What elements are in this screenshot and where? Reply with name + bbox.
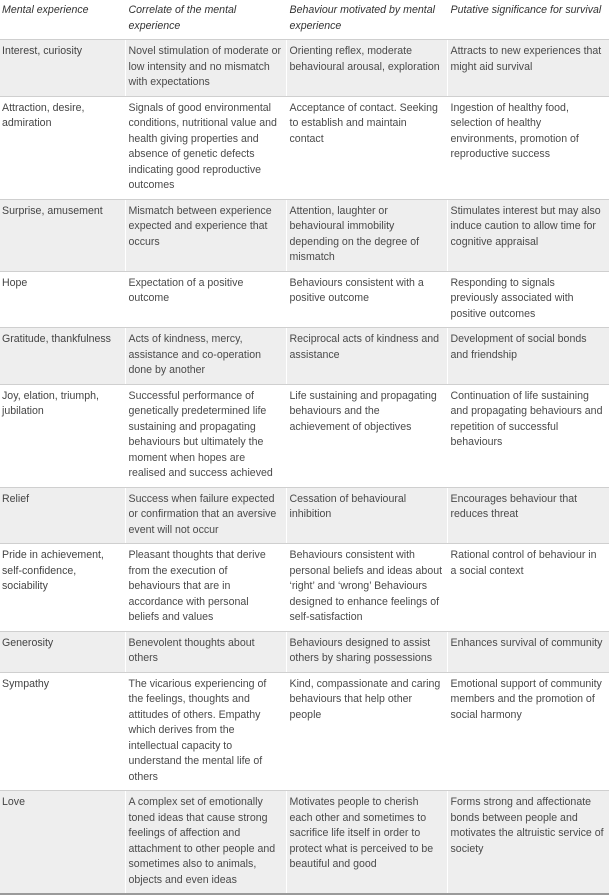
cell-correlate: Success when failure expected or confirmation that an aversive event will not occur xyxy=(125,487,286,544)
cell-mental-experience: Interest, curiosity xyxy=(0,40,125,97)
cell-correlate: Pleasant thoughts that derive from the execution of behaviours that are in accordance with personal beliefs and values xyxy=(125,544,286,632)
header-mental-experience: Mental experience xyxy=(0,0,125,40)
cell-correlate: Mismatch between experience expected and experience that occurs xyxy=(125,199,286,271)
cell-correlate: Successful performance of genetically predetermined life sustaining and propagating behaviours but ultimately the moment when hopes are realised and success achieved xyxy=(125,384,286,487)
cell-mental-experience: Surprise, amusement xyxy=(0,199,125,271)
cell-significance: Attracts to new experiences that might aid survival xyxy=(447,40,609,97)
cell-significance: Forms strong and affectionate bonds between people and motivates the altruistic service of society xyxy=(447,791,609,895)
table-row xyxy=(0,40,609,97)
cell-correlate: The vicarious experiencing of the feelings, thoughts and attitudes of others. Empathy which derives from the intellectual capacity to understand the mental life of others xyxy=(125,672,286,791)
header-behaviour: Behaviour motivated by mental experience xyxy=(286,0,447,40)
cell-behaviour: Behaviours consistent with a positive outcome xyxy=(286,271,447,328)
cell-behaviour: Orienting reflex, moderate behavioural arousal, exploration xyxy=(286,40,447,97)
cell-correlate: Expectation of a positive outcome xyxy=(125,271,286,328)
cell-mental-experience: Generosity xyxy=(0,631,125,672)
table-row xyxy=(0,199,609,271)
cell-correlate: A complex set of emotionally toned ideas that cause strong feelings of affection and attachment to other people and sometimes also to animals, objects and even ideas xyxy=(125,791,286,895)
cell-correlate: Acts of kindness, mercy, assistance and co-operation done by another xyxy=(125,328,286,385)
cell-significance: Continuation of life sustaining and propagating behaviours and repetition of successful behaviours xyxy=(447,384,609,487)
cell-behaviour: Attention, laughter or behavioural immobility depending on the degree of mismatch xyxy=(286,199,447,271)
cell-behaviour: Life sustaining and propagating behaviours and the achievement of objectives xyxy=(286,384,447,487)
cell-mental-experience: Joy, elation, triumph, jubilation xyxy=(0,384,125,487)
cell-correlate: Benevolent thoughts about others xyxy=(125,631,286,672)
table-row xyxy=(0,96,609,199)
table-row xyxy=(0,672,609,791)
cell-behaviour: Kind, compassionate and caring behaviours that help other people xyxy=(286,672,447,791)
cell-significance: Rational control of behaviour in a social context xyxy=(447,544,609,632)
table-row xyxy=(0,271,609,328)
table-row xyxy=(0,631,609,672)
table-header-row xyxy=(0,0,609,40)
cell-mental-experience: Pride in achievement, self-confidence, sociability xyxy=(0,544,125,632)
cell-behaviour: Acceptance of contact. Seeking to establish and maintain contact xyxy=(286,96,447,199)
header-correlate: Correlate of the mental experience xyxy=(125,0,286,40)
cell-mental-experience: Attraction, desire, admiration xyxy=(0,96,125,199)
cell-significance: Stimulates interest but may also induce caution to allow time for cognitive appraisal xyxy=(447,199,609,271)
cell-mental-experience: Gratitude, thankfulness xyxy=(0,328,125,385)
cell-significance: Encourages behaviour that reduces threat xyxy=(447,487,609,544)
cell-significance: Emotional support of community members and the promotion of social harmony xyxy=(447,672,609,791)
cell-behaviour: Behaviours consistent with personal beliefs and ideas about ‘right’ and ‘wrong’ Behaviours designed to enhance feelings of self-satisfaction xyxy=(286,544,447,632)
table-row xyxy=(0,487,609,544)
cell-behaviour: Cessation of behavioural inhibition xyxy=(286,487,447,544)
cell-mental-experience: Sympathy xyxy=(0,672,125,791)
cell-significance: Enhances survival of community xyxy=(447,631,609,672)
table-row xyxy=(0,328,609,385)
table-row xyxy=(0,544,609,632)
cell-behaviour: Behaviours designed to assist others by sharing possessions xyxy=(286,631,447,672)
cell-significance: Ingestion of healthy food, selection of healthy environments, promotion of reproductive success xyxy=(447,96,609,199)
cell-mental-experience: Love xyxy=(0,791,125,895)
table-row xyxy=(0,384,609,487)
cell-correlate: Novel stimulation of moderate or low intensity and no mismatch with expectations xyxy=(125,40,286,97)
table-row xyxy=(0,791,609,895)
cell-mental-experience: Hope xyxy=(0,271,125,328)
header-significance: Putative significance for survival xyxy=(447,0,609,40)
cell-significance: Responding to signals previously associated with positive outcomes xyxy=(447,271,609,328)
cell-mental-experience: Relief xyxy=(0,487,125,544)
cell-significance: Development of social bonds and friendship xyxy=(447,328,609,385)
cell-correlate: Signals of good environmental conditions, nutritional value and health giving properties and absence of genetic defects indicating good reproductive outcomes xyxy=(125,96,286,199)
cell-behaviour: Motivates people to cherish each other and sometimes to sacrifice life itself in order to protect what is perceived to be beautiful and good xyxy=(286,791,447,895)
cell-behaviour: Reciprocal acts of kindness and assistance xyxy=(286,328,447,385)
